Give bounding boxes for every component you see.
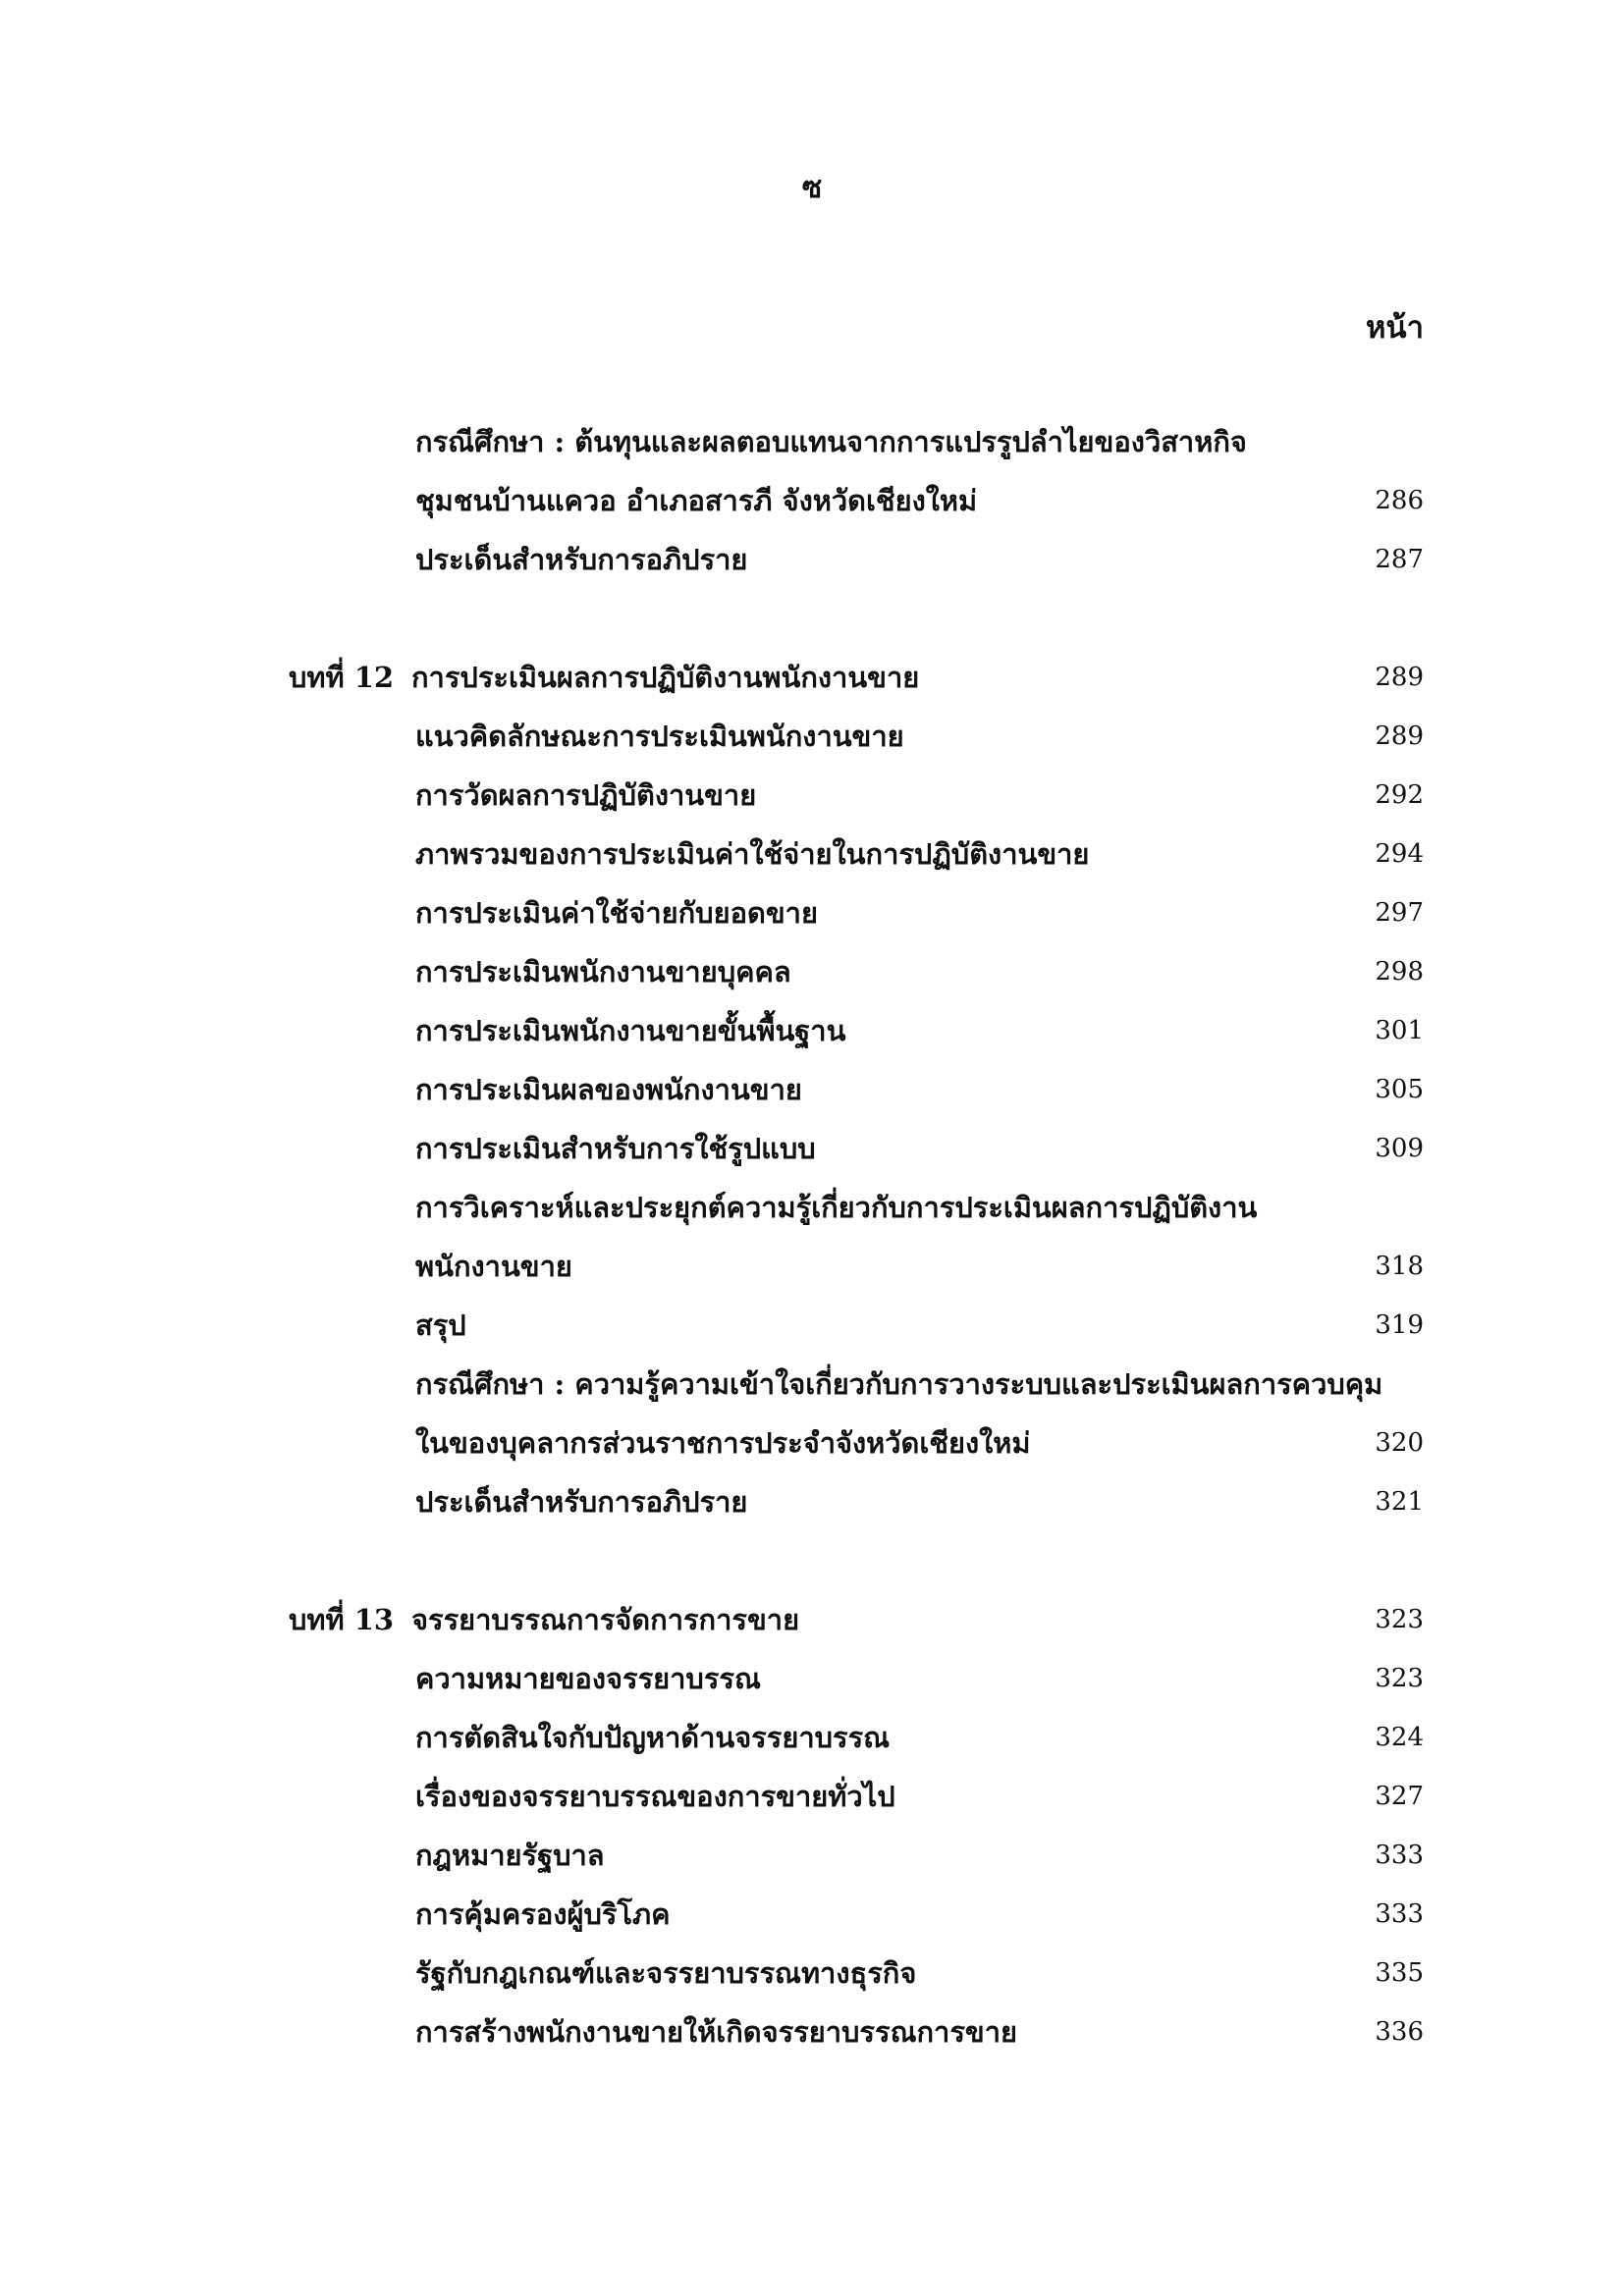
toc-entry-title: การประเมินสำหรับการใช้รูปแบบ (415, 1132, 816, 1165)
toc-entry-title: การตัดสินใจกับปัญหาด้านจรรยาบรรณ (415, 1721, 891, 1754)
toc-entry-page: 327 (1375, 1782, 1424, 1811)
toc-entry-title: ประเด็นสำหรับการอภิปราย (415, 543, 748, 576)
toc-entry-title: พนักงานขาย (415, 1250, 572, 1283)
toc-group-chapter-11-continued (0, 412, 1624, 589)
toc-entry-page: 335 (1375, 1958, 1424, 1988)
toc-entry-title: เรื่องของจรรยาบรรณของการขายทั่วไป (415, 1780, 895, 1813)
toc-chapter-heading[interactable] (0, 1590, 1624, 1649)
toc-entry-title: กรณีศึกษา : ความรู้ความเข้าใจเกี่ยวกับการวางระบบและประเมินผลการควบคุม (415, 1367, 1383, 1401)
toc-entry-page: 323 (1375, 1664, 1424, 1693)
toc-entry[interactable] (0, 1708, 1624, 1767)
toc-entry-page: 324 (1375, 1723, 1424, 1752)
toc-entry-title: ประเด็นสำหรับการอภิปราย (415, 1485, 748, 1519)
toc-entry-title: การประเมินผลของพนักงานขาย (415, 1073, 802, 1106)
toc-entry[interactable] (0, 1767, 1624, 1826)
toc-entry[interactable] (0, 530, 1624, 589)
page-column-header: หน้า (1365, 310, 1424, 346)
toc-entry-page: 298 (1375, 957, 1424, 987)
toc-chapter-heading[interactable] (0, 648, 1624, 707)
toc-entry[interactable] (0, 1414, 1624, 1472)
toc-group-chapter-12 (0, 648, 1624, 1531)
toc-entry[interactable] (0, 471, 1624, 530)
toc-entry[interactable] (0, 1944, 1624, 2002)
toc-entry-page: 336 (1375, 2017, 1424, 2047)
toc-entry-page: 286 (1375, 486, 1424, 515)
toc-entry[interactable] (0, 883, 1624, 942)
toc-entry-page: 297 (1375, 898, 1424, 928)
toc-entry-title: การวิเคราะห์และประยุกต์ความรู้เกี่ยวกับการประเมินผลการปฏิบัติงาน (415, 1191, 1258, 1224)
toc-entry[interactable] (0, 1060, 1624, 1119)
toc-entry-title: ความหมายของจรรยาบรรณ (415, 1662, 761, 1695)
chapter-title: การประเมินผลการปฏิบัติงานพนักงานขาย (411, 661, 920, 694)
toc-entry-title: สรุป (415, 1308, 466, 1342)
toc-entry-title: การสร้างพนักงานขายให้เกิดจรรยาบรรณการขาย (415, 2015, 1017, 2049)
toc-entry[interactable] (0, 1885, 1624, 1944)
toc-entry-page: 294 (1375, 839, 1424, 869)
toc-entry[interactable] (0, 766, 1624, 825)
toc-chapter-label (289, 648, 1231, 707)
toc-entry-page: 333 (1375, 1899, 1424, 1929)
toc-chapter-page: 323 (1375, 1605, 1424, 1634)
toc-entry[interactable] (0, 1826, 1624, 1885)
toc-chapter-label (289, 1590, 1231, 1649)
toc-entry-page: 333 (1375, 1841, 1424, 1870)
toc-entry-page: 309 (1375, 1134, 1424, 1163)
toc-entry-page: 318 (1375, 1252, 1424, 1281)
toc-entry-page: 305 (1375, 1075, 1424, 1104)
page-number: ซ (801, 171, 823, 205)
toc-entry-page: 319 (1375, 1310, 1424, 1340)
toc-entry-title: การวัดผลการปฏิบัติงานขาย (415, 778, 757, 812)
toc-entry[interactable] (0, 1237, 1624, 1296)
toc-entry[interactable] (0, 1178, 1624, 1237)
toc-entry-page: 287 (1375, 545, 1424, 574)
toc-entry-page: 321 (1375, 1487, 1424, 1517)
toc-group-chapter-13 (0, 1590, 1624, 2061)
toc-entry-title: ในของบุคลากรส่วนราชการประจำจังหวัดเชียงใหม่ (415, 1426, 1031, 1460)
toc-entry[interactable] (0, 825, 1624, 883)
toc-entry[interactable] (0, 942, 1624, 1001)
chapter-number: บทที่ 12 (289, 661, 395, 694)
table-of-contents (0, 412, 1624, 2120)
toc-entry[interactable] (0, 1355, 1624, 1414)
toc-chapter-page: 289 (1375, 663, 1424, 692)
toc-entry[interactable] (0, 2002, 1624, 2061)
toc-entry[interactable] (0, 1001, 1624, 1060)
toc-entry-title: ภาพรวมของการประเมินค่าใช้จ่ายในการปฏิบัติงานขาย (415, 837, 1090, 871)
toc-entry-title: การประเมินพนักงานขายขั้นพื้นฐาน (415, 1014, 846, 1047)
toc-entry-title: แนวคิดลักษณะการประเมินพนักงานขาย (415, 720, 904, 753)
toc-entry-title: รัฐกับกฎเกณฑ์และจรรยาบรรณทางธุรกิจ (415, 1956, 917, 1990)
toc-entry[interactable] (0, 707, 1624, 766)
toc-entry[interactable] (0, 1119, 1624, 1178)
toc-entry-page: 320 (1375, 1428, 1424, 1458)
toc-entry[interactable] (0, 412, 1624, 471)
toc-entry-page: 301 (1375, 1016, 1424, 1045)
toc-entry[interactable] (0, 1472, 1624, 1531)
toc-entry-page: 289 (1375, 721, 1424, 751)
toc-entry-title: กรณีศึกษา : ต้นทุนและผลตอบแทนจากการแปรรูปลำไยของวิสาหกิจ (415, 425, 1247, 458)
toc-entry-title: การประเมินค่าใช้จ่ายกับยอดขาย (415, 896, 818, 930)
toc-entry-title: ชุมชนบ้านแควอ อำเภอสารภี จังหวัดเชียงใหม่ (415, 484, 978, 517)
toc-entry-page: 292 (1375, 780, 1424, 810)
toc-entry-title: กฎหมายรัฐบาล (415, 1839, 605, 1872)
chapter-number: บทที่ 13 (289, 1603, 395, 1636)
toc-entry-title: การประเมินพนักงานขายบุคคล (415, 955, 791, 988)
toc-entry[interactable] (0, 1649, 1624, 1708)
chapter-title: จรรยาบรรณการจัดการการขาย (411, 1603, 800, 1636)
toc-entry-title: การคุ้มครองผู้บริโภค (415, 1897, 671, 1931)
toc-entry[interactable] (0, 1296, 1624, 1355)
